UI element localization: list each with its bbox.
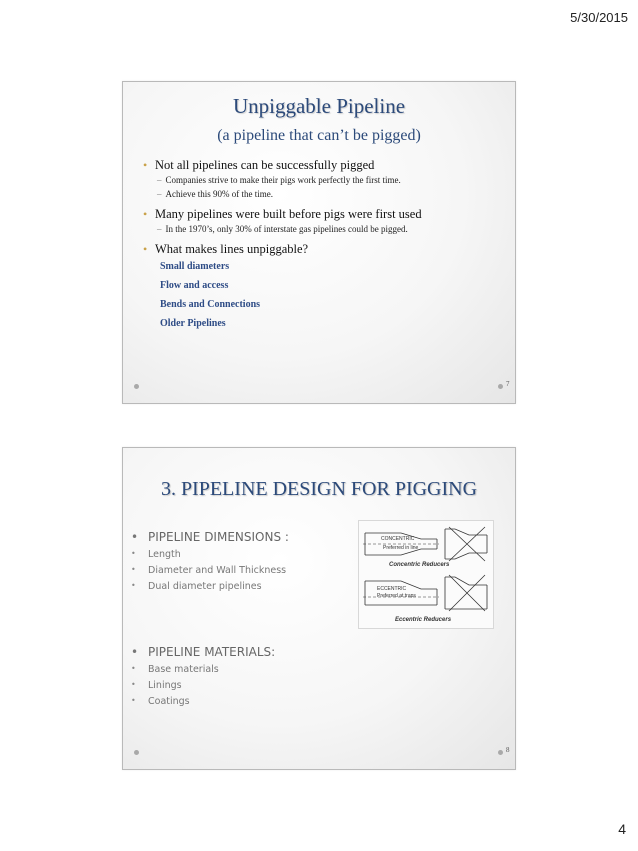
eccentric-caption: Eccentric Reducers	[395, 617, 452, 623]
material-item: • Base materials	[131, 664, 275, 675]
slide-number: 8	[506, 746, 510, 754]
reason-item: Bends and Connections	[160, 299, 261, 310]
slide-dot-right	[498, 750, 503, 755]
slide-dot-left	[134, 750, 139, 755]
material-item: • Coatings	[131, 696, 275, 707]
dimension-item: • Diameter and Wall Thickness	[131, 565, 289, 576]
dimension-item: • Length	[131, 549, 289, 560]
bullet-item: • Not all pipelines can be successfully pigged	[143, 158, 505, 173]
bullet-item: • What makes lines unpiggable?	[143, 242, 505, 257]
concentric-note: Preferred in line	[383, 545, 419, 551]
slide-dot-left	[134, 384, 139, 389]
eccentric-label: ECCENTRIC	[377, 586, 407, 592]
bullet-item: • Many pipelines were built before pigs were first used	[143, 207, 505, 222]
reason-item: Small diameters	[160, 261, 230, 272]
sub-bullet: – Companies strive to make their pigs work perfectly the first time.	[157, 175, 401, 185]
page-number: 4	[618, 821, 626, 837]
slide-title: 3. PIPELINE DESIGN FOR PIGGING	[160, 478, 478, 500]
dimensions-block	[131, 530, 289, 597]
dimensions-heading: • PIPELINE DIMENSIONS :	[131, 530, 289, 544]
slide-number: 7	[506, 380, 510, 388]
sub-bullet: – Achieve this 90% of the time.	[157, 189, 273, 199]
bullet-list	[143, 158, 505, 337]
dimension-item: • Dual diameter pipelines	[131, 581, 289, 592]
slide-subtitle: (a pipeline that can’t be pigged)	[217, 127, 421, 144]
materials-block	[131, 645, 275, 712]
reducers-diagram	[359, 521, 495, 630]
reason-item: Flow and access	[160, 280, 229, 291]
reducers-figure	[358, 520, 494, 629]
slide-pipeline-design	[122, 447, 516, 770]
concentric-label: CONCENTRIC	[381, 536, 415, 542]
slide-dot-right	[498, 384, 503, 389]
slide-title: Unpiggable Pipeline	[232, 94, 406, 118]
slide-unpiggable-pipeline	[122, 81, 516, 404]
eccentric-note: Preferred at traps	[377, 593, 416, 599]
reason-item: Older Pipelines	[160, 318, 226, 329]
concentric-caption: Concentric Reducers	[389, 562, 450, 568]
material-item: • Linings	[131, 680, 275, 691]
page-date: 5/30/2015	[570, 10, 628, 25]
sub-bullet: – In the 1970’s, only 30% of interstate gas pipelines could be pigged.	[157, 224, 408, 234]
reason-list	[143, 261, 505, 329]
materials-heading: • PIPELINE MATERIALS:	[131, 645, 275, 659]
